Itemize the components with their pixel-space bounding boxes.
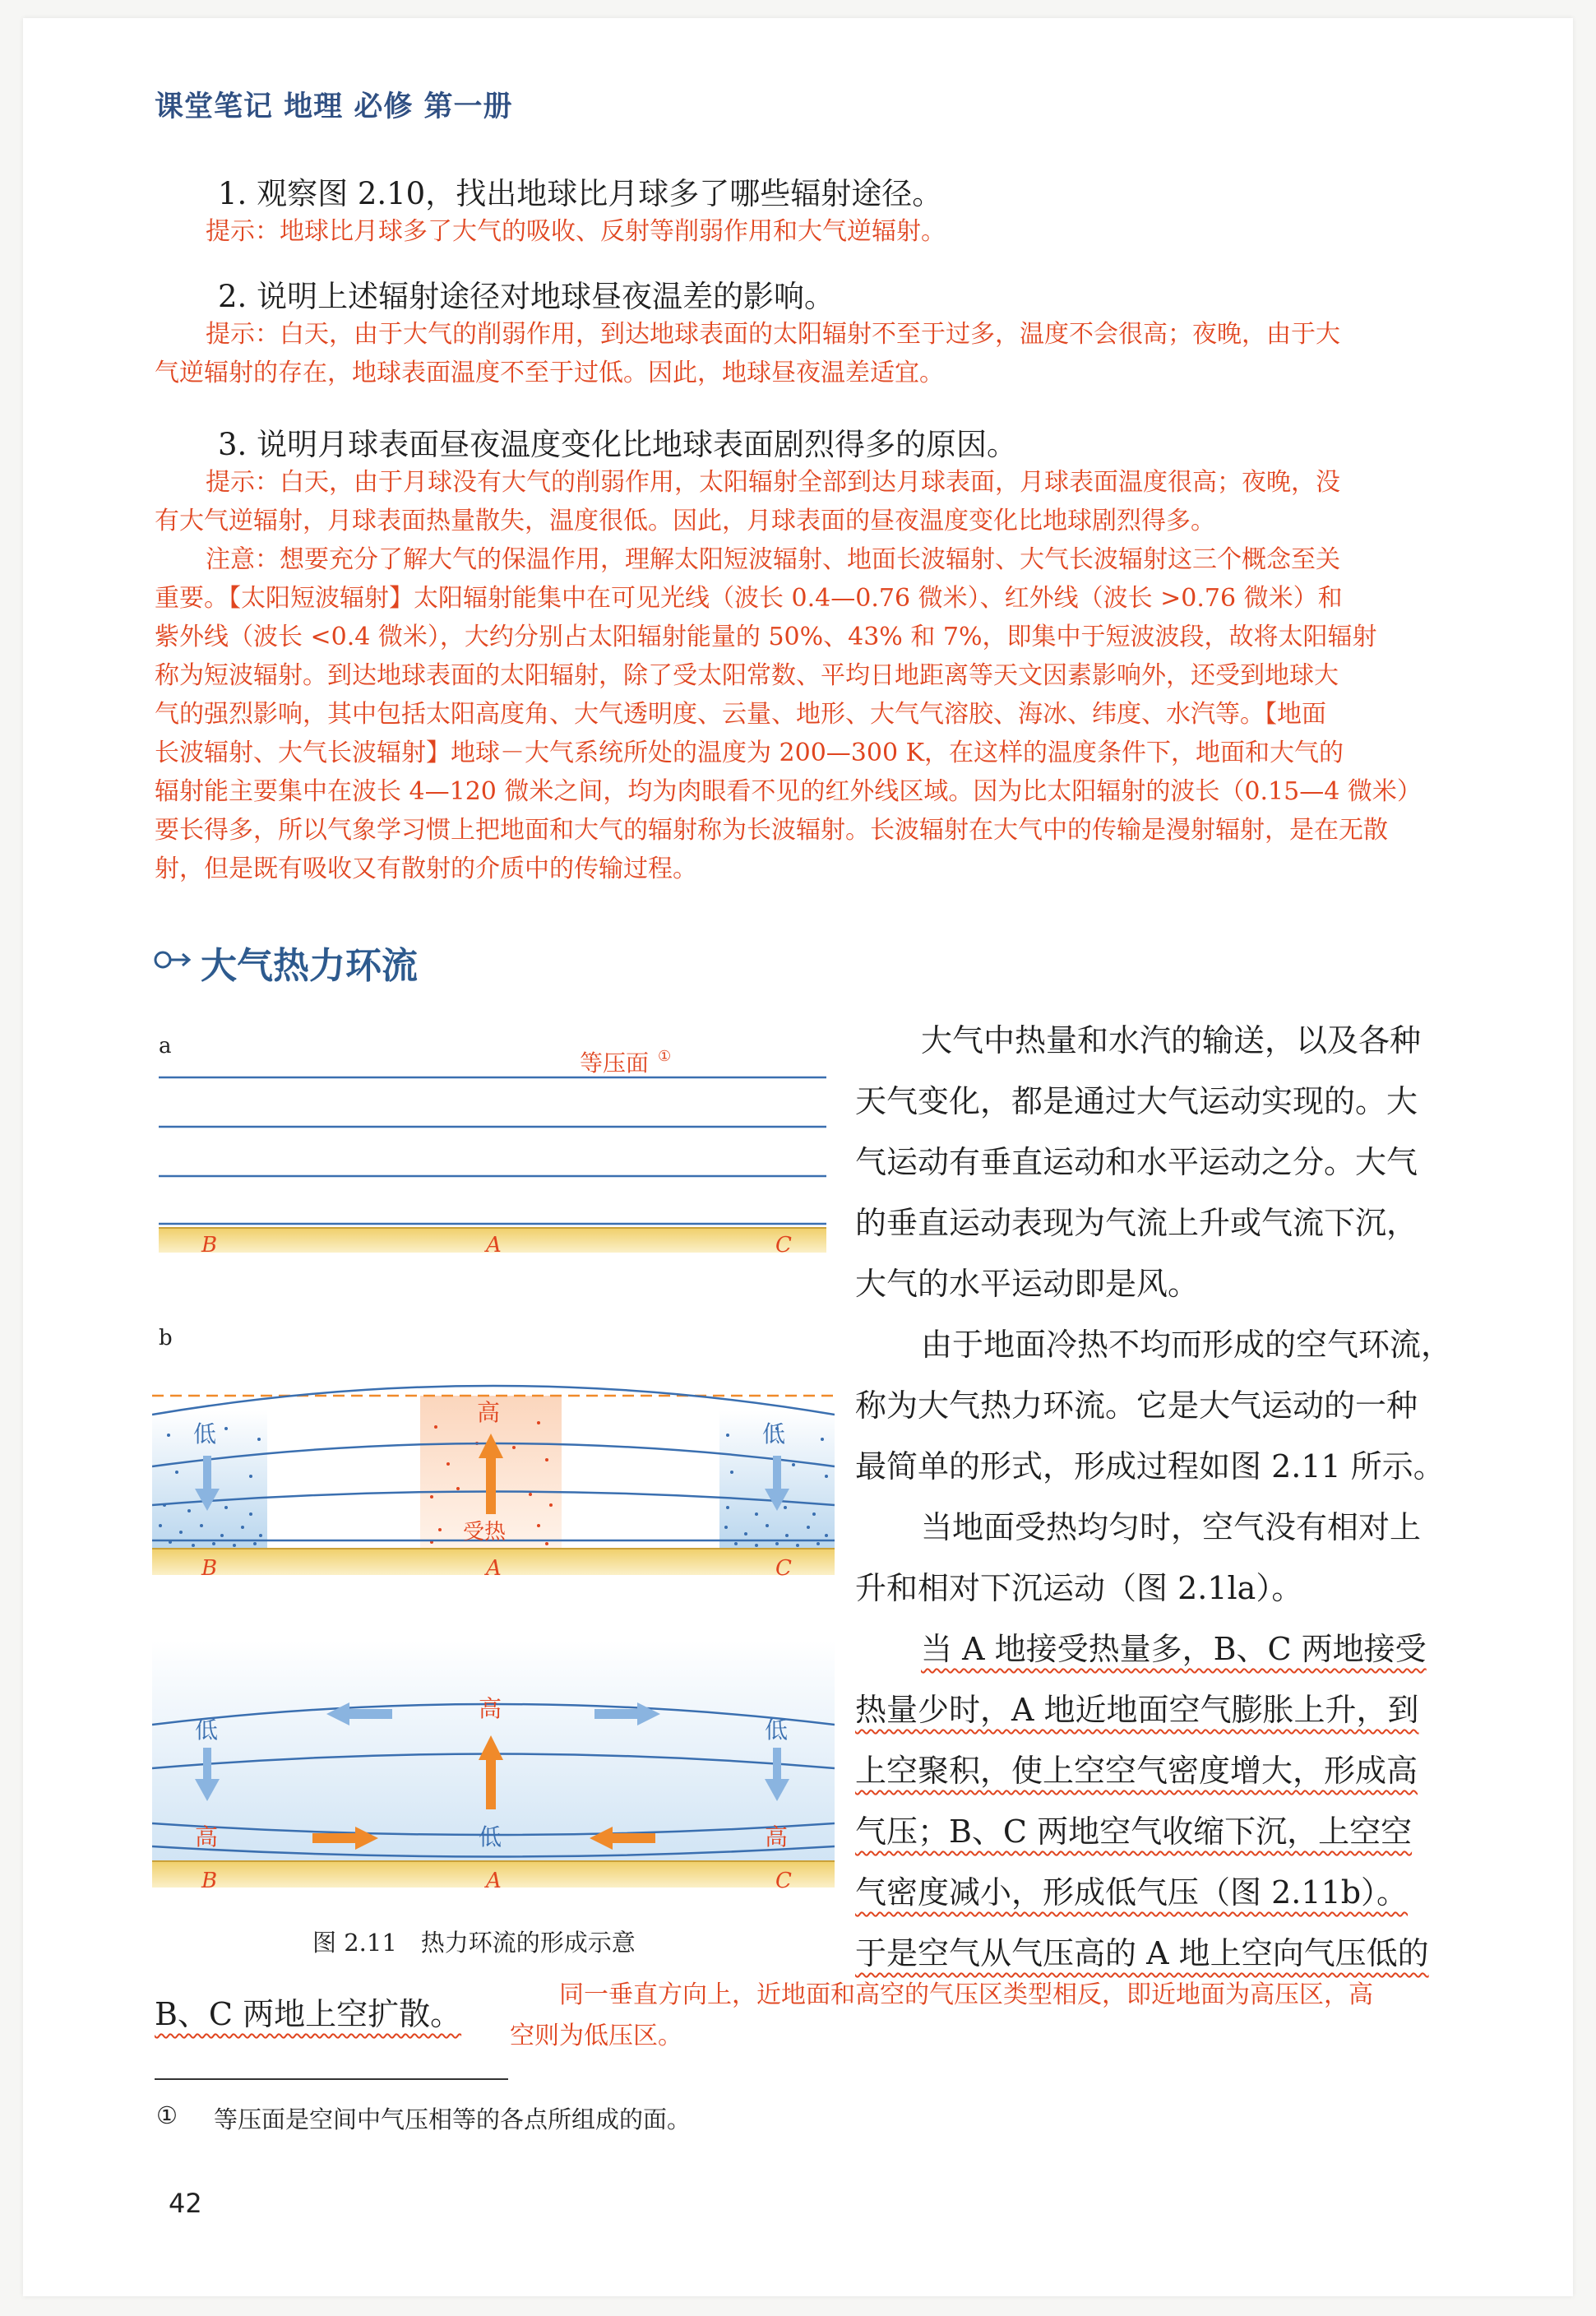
isobar-footnote-mark: ① <box>658 1048 672 1065</box>
label-low-left: 低 <box>193 1420 217 1448</box>
footnote-text: 等压面是空间中气压相等的各点所组成的面。 <box>214 2105 692 2133</box>
point-b: B <box>201 1233 218 1258</box>
label-low-right: 低 <box>762 1420 786 1448</box>
point-b: B <box>201 1556 218 1581</box>
question-2-hint-line-1: 提示：白天，由于大气的削弱作用，到达地球表面的太阳辐射不至于过多，温度不会很高；夜晚，由于大 <box>206 320 1340 349</box>
note-line-6: 长波辐射、大气长波辐射】地球－大气系统所处的温度为 200—300 K，在这样的温度条件下，地面和大气的 <box>155 739 1344 767</box>
side-note-line-1: 同一垂直方向上，近地面和高空的气压区类型相反，即近地面为高压区，高 <box>559 1980 1373 2009</box>
loop-arrow-icon <box>153 947 194 972</box>
label-top-low-right: 低 <box>765 1716 789 1744</box>
note-line-8: 要长得多，所以气象学习惯上把地面和大气的辐射称为长波辐射。长波辐射在大气中的传输是漫射辐射，是在无散 <box>155 816 1388 845</box>
label-bottom-high-right: 高 <box>765 1823 789 1850</box>
note-line-4: 称为短波辐射。到达地球表面的太阳辐射，除了受太阳常数、平均日地距离等天文因素影响外，还受到地球大 <box>155 661 1339 690</box>
figure-caption: 图 2.11 热力环流的形成示意 <box>312 1929 636 1957</box>
label-top-low-left: 低 <box>195 1716 219 1744</box>
diagram-c <box>152 1641 835 1912</box>
point-a: A <box>486 1233 502 1258</box>
page-header: 课堂笔记 地理 必修 第一册 <box>155 90 513 123</box>
body-paragraph-1: 大气中热量和水汽的输送，以及各种 天气变化，都是通过大气运动实现的。大 气运动有垂直运动和水平运动之分。大气 的垂直运动表现为气流上升或气流下沉， 大气的水平运动即是风。 <box>855 1022 1422 1302</box>
side-note-line-2: 空则为低压区。 <box>510 2022 682 2050</box>
question-1-hint: 提示：地球比月球多了大气的吸收、反射等削弱作用和大气逆辐射。 <box>206 217 946 246</box>
label-bottom-low: 低 <box>479 1823 502 1850</box>
question-1: 1. 观察图 2.10，找出地球比月球多了哪些辐射途径。 <box>218 176 943 211</box>
question-3-hint-line-1: 提示：白天，由于月球没有大气的削弱作用，太阳辐射全部到达月球表面，月球表面温度很高；夜晚，没 <box>206 468 1340 497</box>
question-3: 3. 说明月球表面昼夜温度变化比地球表面剧烈得多的原因。 <box>218 427 1018 462</box>
label-high: 高 <box>477 1399 501 1426</box>
question-2: 2. 说明上述辐射途径对地球昼夜温差的影响。 <box>218 279 835 314</box>
diagram-b-label: b <box>159 1326 173 1350</box>
question-2-hint-line-2: 气逆辐射的存在，地球表面温度不至于过低。因此，地球昼夜温差适宜。 <box>155 359 944 387</box>
note-line-9: 射，但是既有吸收又有散射的介质中的传输过程。 <box>155 855 697 883</box>
body-paragraph-4-end: B、C 两地上空扩散。 <box>155 1996 462 2032</box>
isobar-label: 等压面 <box>580 1049 650 1077</box>
point-a: A <box>486 1869 502 1893</box>
diagram-a-label: a <box>159 1034 172 1058</box>
page-number: 42 <box>169 2188 202 2219</box>
footnote-mark: ① <box>156 2101 178 2129</box>
diagram-b <box>152 1320 835 1600</box>
body-paragraph-2: 由于地面冷热不均而形成的空气环流， 称为大气热力环流。它是大气运动的一种 最简单的形式，形成过程如图 2.11 所示。 <box>855 1327 1453 1485</box>
question-3-hint-line-2: 有大气逆辐射，月球表面热量散失，温度很低。因此，月球表面的昼夜温度变化比地球剧烈得多。 <box>155 507 1215 535</box>
note-line-7: 辐射能主要集中在波长 4—120 微米之间，均为肉眼看不见的红外线区域。因为比太阳辐射的波长（0.15—4 微米） <box>155 777 1422 806</box>
point-c: C <box>775 1556 792 1581</box>
label-bottom-high-left: 高 <box>195 1823 219 1850</box>
label-top-high: 高 <box>479 1695 502 1722</box>
point-b: B <box>201 1869 218 1893</box>
body-paragraph-4: 当 A 地接受热量多，B、C 两地接受 热量少时，A 地近地面空气膨胀上升，到 上空聚积，使上空空气密度增大，形成高 气压；B、C 两地空气收缩下沉，上空空 气密度减小，形成低气压（图 2.11b）。 于是空气从气压高的 A 地上空向气压低的 <box>855 1631 1429 1971</box>
point-a: A <box>486 1556 502 1581</box>
diagram-a <box>152 1020 835 1267</box>
note-line-2: 重要。【太阳短波辐射】太阳辐射能集中在可见光线（波长 0.4—0.76 微米）、红外线（波长 >0.76 微米）和 <box>155 584 1343 613</box>
point-c: C <box>775 1233 792 1258</box>
body-paragraph-3: 当地面受热均匀时，空气没有相对上 升和相对下沉运动（图 2.1la）。 <box>855 1509 1422 1606</box>
section-title: 大气热力环流 <box>201 945 418 987</box>
footnote-divider <box>155 2078 508 2080</box>
point-c: C <box>775 1869 792 1893</box>
label-heated: 受热 <box>463 1520 507 1545</box>
note-line-1: 注意：想要充分了解大气的保温作用，理解太阳短波辐射、地面长波辐射、大气长波辐射这三个概念至关 <box>206 545 1340 574</box>
note-line-5: 气的强烈影响，其中包括太阳高度角、大气透明度、云量、地形、大气气溶胶、海冰、纬度、水汽等。【地面 <box>155 700 1326 729</box>
note-line-3: 紫外线（波长 <0.4 微米），大约分别占太阳辐射能量的 50%、43% 和 7%，即集中于短波波段，故将太阳辐射 <box>155 623 1377 651</box>
